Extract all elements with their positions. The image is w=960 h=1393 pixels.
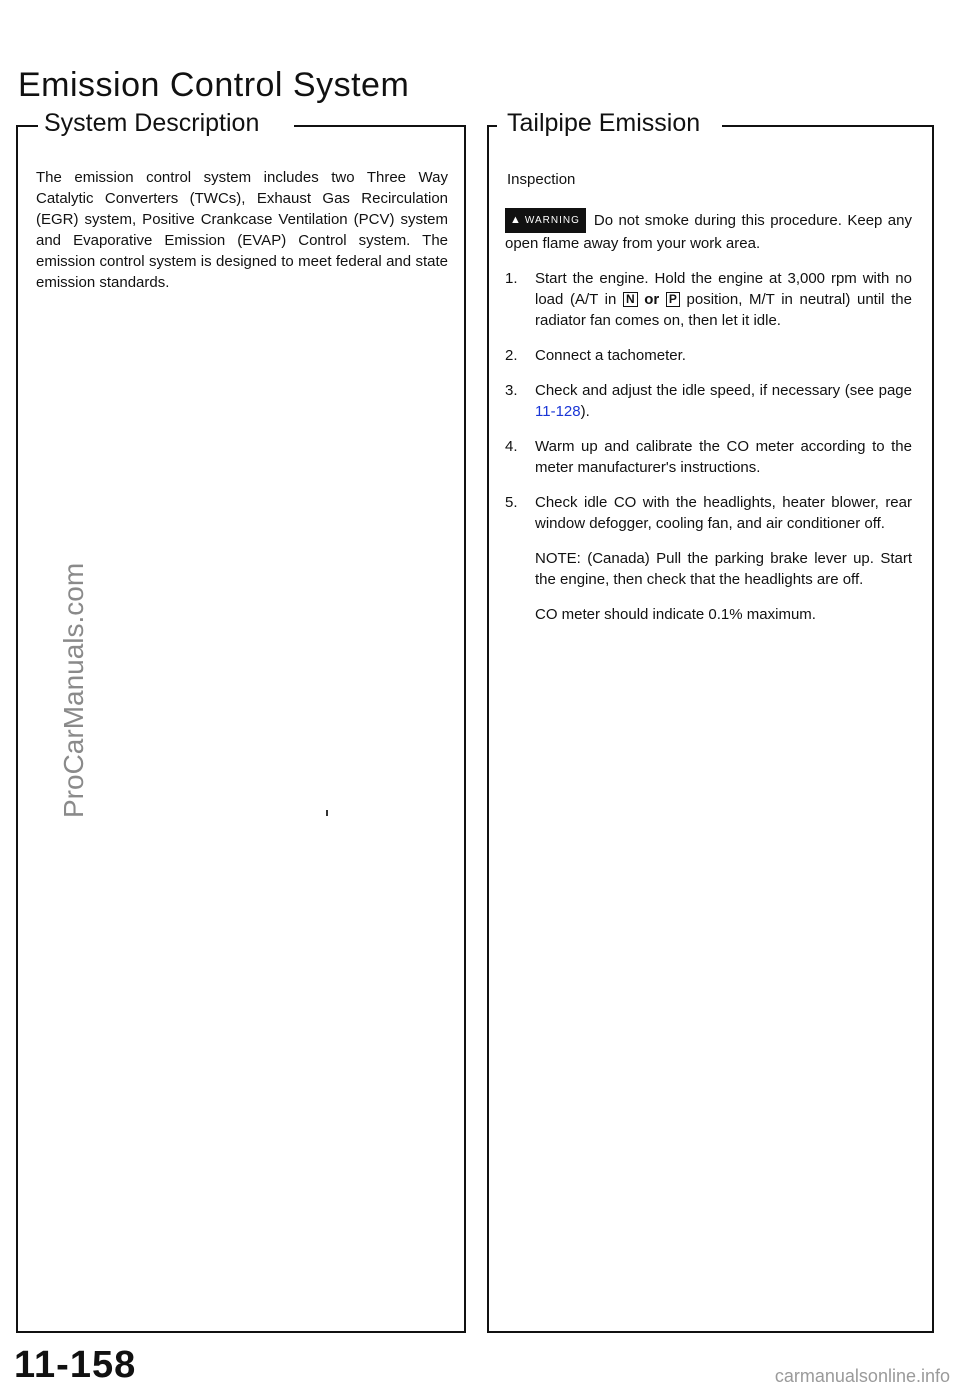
step-item <box>507 380 912 422</box>
step-number: 3. <box>505 382 518 399</box>
tailpipe-emission-panel <box>487 109 934 1333</box>
result-text: CO meter should indicate 0.1% maximum. <box>535 606 816 623</box>
step-text: ). <box>580 403 590 420</box>
note-text: NOTE: (Canada) Pull the parking brake lever up. Start the engine, then check that the headlights are off. <box>535 550 912 588</box>
warning-badge <box>505 208 586 233</box>
step-text: Connect a tachometer. <box>535 347 686 364</box>
system-description-text <box>36 167 448 293</box>
panel-rule <box>722 125 934 127</box>
watermark: ProCarManuals.com <box>58 562 89 818</box>
step-item <box>507 436 912 478</box>
step-item <box>507 345 912 366</box>
step-number: 1. <box>505 270 518 287</box>
step-text: Check and adjust the idle speed, if necessary (see page <box>535 382 912 399</box>
warning-triangle-icon: ▲ <box>510 214 522 226</box>
step-text: position, M/T in neutral) until the radiator fan comes on, then let it idle. <box>535 291 912 329</box>
step-text: Check idle CO with the headlights, heater blower, rear window defogger, cooling fan, and air conditioner off. <box>535 494 912 532</box>
warning-label: WARNING <box>524 215 580 226</box>
page-link-11-128[interactable]: 11-128 <box>535 403 581 420</box>
park-position-icon: P <box>666 292 680 307</box>
step-number: 4. <box>505 438 518 455</box>
inspection-heading: Inspection <box>507 171 576 188</box>
tailpipe-emission-content <box>507 169 912 639</box>
panel-rule <box>16 125 38 127</box>
step-number: 2. <box>505 347 518 364</box>
step-text: or <box>637 291 666 308</box>
step-text: Start the engine. Hold the engine at 3,000 rpm with no load (A/T in <box>535 270 912 308</box>
section-title-tailpipe-emission: Tailpipe Emission <box>501 109 706 138</box>
warning-text: Do not smoke during this procedure. Keep any open flame away from your work area. <box>505 212 912 252</box>
neutral-position-icon: N <box>623 292 638 307</box>
page-title: Emission Control System <box>18 66 410 104</box>
panel-rule <box>487 125 497 127</box>
page-number: 11-158 <box>14 1344 137 1386</box>
step-number: 5. <box>505 494 518 511</box>
step-text: Warm up and calibrate the CO meter according to the meter manufacturer's instructions. <box>535 438 912 476</box>
panel-rule <box>294 125 466 127</box>
footer-site-link[interactable]: carmanualsonline.info <box>774 1366 950 1386</box>
system-description-paragraph: The emission control system includes two Three Way Catalytic Converters (TWCs), Exhaust Gas Recirculation (EGR) system, Positive Crankcase Ventilation (PCV) system and Evaporative Emission (EVAP) Control system. The emission control system is designed to meet federal and state emission standards. <box>36 169 448 291</box>
stray-mark <box>326 810 328 816</box>
step-item <box>507 492 912 534</box>
warning-block <box>505 208 912 254</box>
section-title-system-description: System Description <box>38 109 265 138</box>
step-item <box>507 268 912 331</box>
